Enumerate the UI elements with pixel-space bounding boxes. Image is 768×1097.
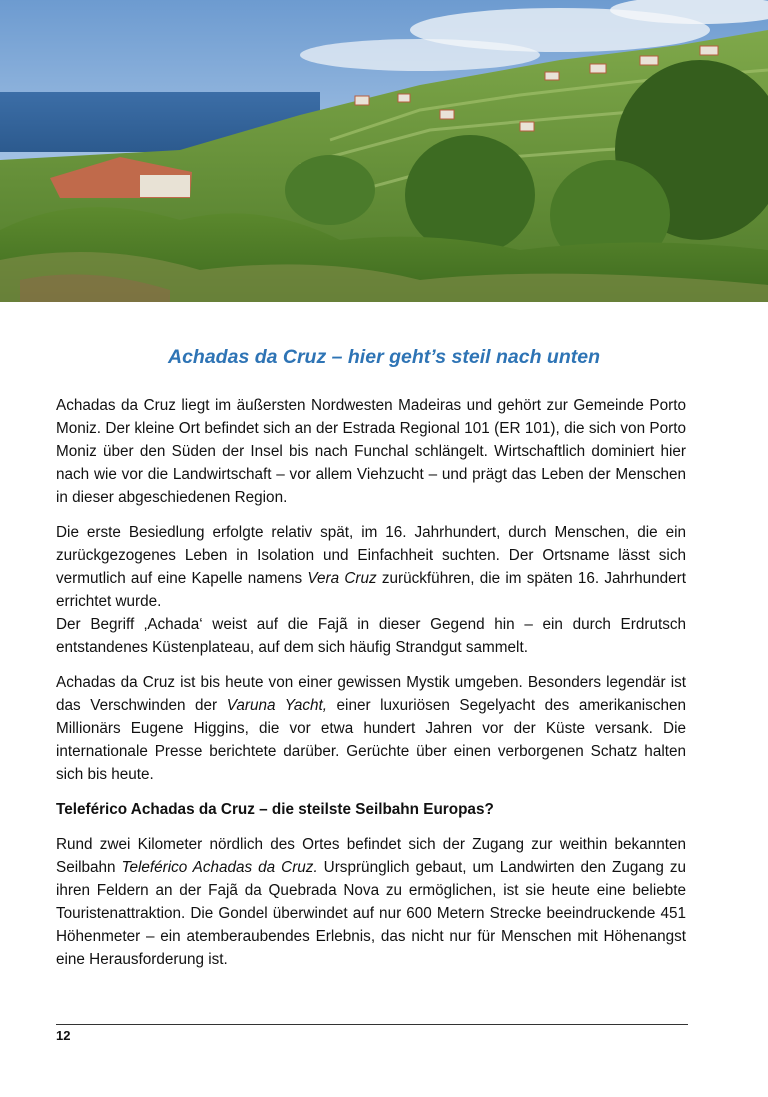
cable-car-name: Teleférico Achadas da Cruz. [121, 859, 318, 876]
footer-divider [56, 1024, 688, 1025]
paragraph-teleferico: Rund zwei Kilometer nördlich des Ortes befindet sich der Zugang zur weithin bekannten Seilbahn Teleférico Achadas da Cruz. Ursprünglich gebaut, um Landwirten den Zugang zu ihren Feldern an der Fajã da Quebrada Nova zu ermöglichen, ist sie heute eine beliebte Touristenattraktion. Die Gondel überwindet auf nur 600 Metern Strecke beeindruckende 451 Höhenmeter – ein atemberaubendes Erlebnis, das nicht nur für Menschen mit Höhenangst eine Herausforderung ist. [56, 836, 686, 968]
landscape-photo-icon [0, 0, 768, 302]
yacht-name: Varuna Yacht, [226, 697, 327, 714]
article-body [56, 394, 686, 983]
chapel-name: Vera Cruz [307, 570, 377, 587]
paragraph-mystery: Achadas da Cruz ist bis heute von einer gewissen Mystik umgeben. Besonders legendär ist das Verschwinden der Varuna Yacht, einer luxuriösen Segelyacht des amerikanischen Millionärs Eugene Higgins, die vor etwa hundert Jahren vor der Küste versank. Die internationale Presse berichtete darüber. Gerüchte über einen verborgenen Schatz halten sich bis heute. [56, 674, 687, 783]
paragraph-intro: Achadas da Cruz liegt im äußersten Nordwesten Madeiras und gehört zur Gemeinde Porto Moniz. Der kleine Ort befindet sich an der Estrada Regional 101 (ER 101), die sich von Porto Moniz über den Süden der Insel bis nach Funchal schlängelt. Wirtschaftlich dominiert hier nach wie vor die Landwirtschaft – vor allem Viehzucht – und prägt das Leben der Menschen in dieser abgeschiedenen Region. [56, 397, 686, 506]
paragraph-history: Die erste Besiedlung erfolgte relativ spät, im 16. Jahrhundert, durch Menschen, die ein zurückgezogenes Leben in Isolation und Einfachheit suchten. Der Ortsname lässt sich vermutlich auf eine Kapelle namens Vera Cruz zurückführen, die im späten 16. Jahrhundert errichtet wurde. [56, 524, 687, 610]
article-title: Achadas da Cruz – hier geht’s steil nach unten [168, 346, 600, 368]
paragraph-achada: Der Begriff ‚Achada‘ weist auf die Fajã in dieser Gegend hin – ein durch Erdrutsch entstandenes Küstenplateau, auf dem sich häufig Strandgut sammelt. [56, 616, 686, 656]
hero-landscape-photo [0, 0, 768, 302]
section-heading-teleferico: Teleférico Achadas da Cruz – die steilste Seilbahn Europas? [56, 801, 494, 818]
page-number: 12 [56, 1028, 71, 1043]
